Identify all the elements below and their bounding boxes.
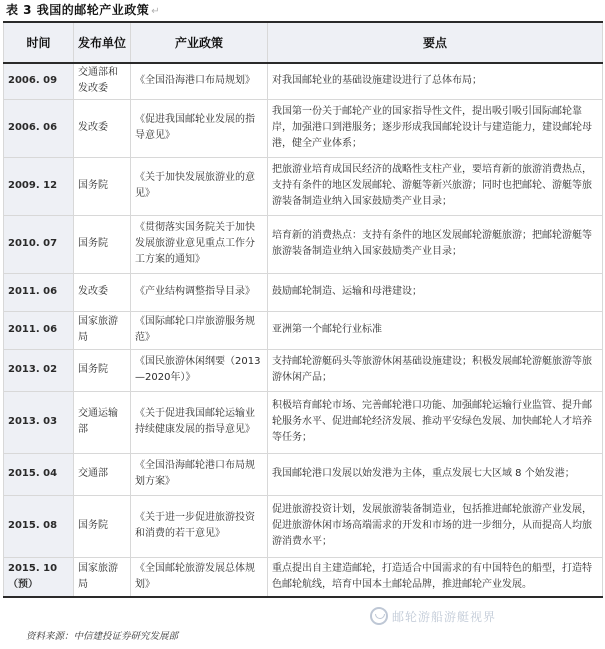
table-row — [4, 63, 603, 99]
cell-unit: 交通部和发改委 — [74, 63, 131, 99]
header-policy: 产业政策 — [131, 22, 268, 63]
table-header-row — [4, 22, 603, 63]
cell-time: 2015. 04 — [4, 453, 74, 495]
cell-policy: 《产业结构调整指导目录》 — [131, 273, 268, 311]
cell-policy: 《国际邮轮口岸旅游服务规范》 — [131, 311, 268, 349]
table-row — [4, 453, 603, 495]
table-row — [4, 311, 603, 349]
table-row — [4, 557, 603, 597]
cell-time: 2013. 03 — [4, 391, 74, 453]
table-title-text: 表 3 我国的邮轮产业政策 — [6, 3, 150, 17]
cell-points: 促进旅游投资计划，发展旅游装备制造业，包括推进邮轮旅游产业发展，促进旅游休闲市场高端需求的开发和市场的进一步细分，从而提高人均旅游消费水平； — [268, 495, 603, 557]
cell-points: 亚洲第一个邮轮行业标准 — [268, 311, 603, 349]
cell-points: 积极培育邮轮市场、完善邮轮港口功能、加强邮轮运输行业监管、提升邮轮服务水平、促进邮轮经济发展、推动平安绿色发展、加快邮轮人才培养等任务； — [268, 391, 603, 453]
cell-points: 把旅游业培育成国民经济的战略性支柱产业，要培育新的旅游消费热点，支持有条件的地区发展邮轮、游艇等新兴旅游；同时也把邮轮、游艇等旅游装备制造业纳入国家鼓励类产业目录； — [268, 157, 603, 215]
cell-points: 支持邮轮游艇码头等旅游休闲基础设施建设；积极发展邮轮游艇旅游等旅游休闲产品； — [268, 349, 603, 391]
cell-time: 2006. 09 — [4, 63, 74, 99]
cell-points: 我国邮轮港口发展以始发港为主体，重点发展七大区域 8 个始发港； — [268, 453, 603, 495]
policy-table — [3, 21, 603, 598]
cell-time: 2010. 07 — [4, 215, 74, 273]
cell-policy: 《关于促进我国邮轮运输业持续健康发展的指导意见》 — [131, 391, 268, 453]
cell-time: 2006. 06 — [4, 99, 74, 157]
table-row — [4, 99, 603, 157]
header-points: 要点 — [268, 22, 603, 63]
table-row — [4, 215, 603, 273]
cell-unit: 交通运输部 — [74, 391, 131, 453]
watermark-text: 邮轮游船游艇视界 — [392, 609, 497, 624]
cell-unit: 国家旅游局 — [74, 311, 131, 349]
table-title — [6, 1, 160, 19]
table-row — [4, 495, 603, 557]
cell-points: 鼓励邮轮制造、运输和母港建设； — [268, 273, 603, 311]
cell-policy: 《全国沿海邮轮港口布局规划方案》 — [131, 453, 268, 495]
cell-policy: 《关于进一步促进旅游投资和消费的若干意见》 — [131, 495, 268, 557]
cell-time: 2015. 08 — [4, 495, 74, 557]
header-time: 时间 — [4, 22, 74, 63]
table-row — [4, 391, 603, 453]
cell-unit: 发改委 — [74, 99, 131, 157]
cell-time: 2009. 12 — [4, 157, 74, 215]
table-row — [4, 273, 603, 311]
cell-policy: 《关于加快发展旅游业的意见》 — [131, 157, 268, 215]
table-row — [4, 349, 603, 391]
cell-time: 2013. 02 — [4, 349, 74, 391]
cell-unit: 国务院 — [74, 215, 131, 273]
cell-time: 2011. 06 — [4, 273, 74, 311]
header-unit: 发布单位 — [74, 22, 131, 63]
cell-unit: 国务院 — [74, 495, 131, 557]
cell-unit: 国务院 — [74, 157, 131, 215]
source-note: 资料来源：中信建投证券研究发展部 — [26, 631, 179, 642]
wechat-logo-icon — [370, 607, 388, 625]
table-row — [4, 157, 603, 215]
cell-unit: 国家旅游局 — [74, 557, 131, 597]
cell-policy: 《全国沿海港口布局规划》 — [131, 63, 268, 99]
cell-policy: 《国民旅游休闲纲要（2013—2020年）》 — [131, 349, 268, 391]
paragraph-mark-icon: ↵ — [151, 6, 161, 17]
cell-points: 我国第一份关于邮轮产业的国家指导性文件，提出吸引吸引国际邮轮靠岸，加强港口到港服务；逐步形成我国邮轮设计与建造能力，建设邮轮母港，健全产业体系； — [268, 99, 603, 157]
cell-points: 重点提出自主建造邮轮，打造适合中国需求的有中国特色的船型，打造特色邮轮航线，培育中国本土邮轮品牌，推进邮轮产业发展。 — [268, 557, 603, 597]
cell-unit: 发改委 — [74, 273, 131, 311]
watermark — [370, 604, 592, 628]
cell-unit: 交通部 — [74, 453, 131, 495]
cell-policy: 《促进我国邮轮业发展的指导意见》 — [131, 99, 268, 157]
cell-policy: 《全国邮轮旅游发展总体规划》 — [131, 557, 268, 597]
cell-time: 2015. 10（预） — [4, 557, 74, 597]
cell-policy: 《贯彻落实国务院关于加快发展旅游业意见重点工作分工方案的通知》 — [131, 215, 268, 273]
cell-time: 2011. 06 — [4, 311, 74, 349]
cell-unit: 国务院 — [74, 349, 131, 391]
cell-points: 对我国邮轮业的基础设施建设进行了总体布局； — [268, 63, 603, 99]
cell-points: 培育新的消费热点：支持有条件的地区发展邮轮游艇旅游；把邮轮游艇等旅游装备制造业纳入国家鼓励类产业目录； — [268, 215, 603, 273]
